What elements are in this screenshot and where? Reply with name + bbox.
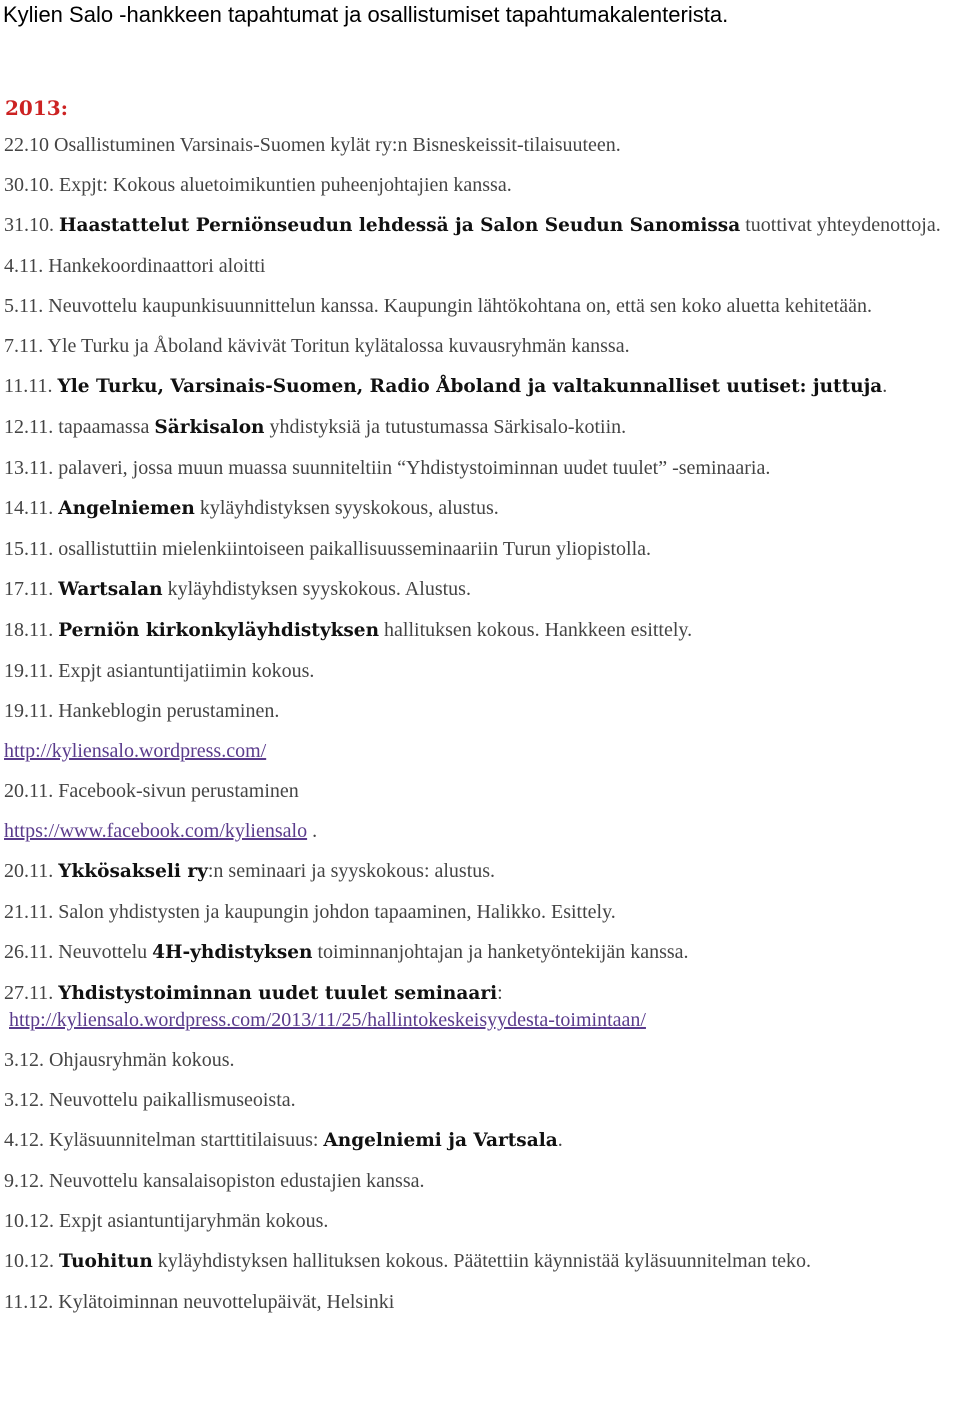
event-text: Hankeblogin perustaminen. (53, 700, 280, 722)
event-text: Hankekoordinaattori aloitti (43, 255, 266, 277)
event-entry (4, 980, 960, 1007)
event-text: Kylätoiminnan neuvottelupäivät, Helsinki (53, 1291, 395, 1313)
event-date: 19.11. (4, 700, 54, 722)
event-date: 26.11. (4, 941, 54, 963)
event-date: 3.12. (4, 1049, 44, 1071)
event-text: palaveri, jossa muun muassa suunniteltiin “Yhdistystoiminnan uudet tuulet” -seminaaria. (53, 457, 771, 479)
event-entry (4, 1248, 960, 1275)
event-entry (4, 333, 960, 359)
event-text: Neuvottelu kaupunkisuunnittelun kanssa. Kaupungin lähtökohtana on, että sen koko aluetta kehitetään. (43, 295, 872, 317)
event-entry (4, 576, 960, 603)
event-highlight: Angelniemi ja Vartsala (323, 1130, 558, 1151)
event-entry (4, 373, 960, 400)
event-entry (4, 899, 960, 925)
event-date: 11.12. (4, 1291, 54, 1313)
event-date: 9.12. (4, 1170, 44, 1192)
event-highlight: Särkisalon (154, 417, 265, 438)
event-text: Facebook-sivun perustaminen (53, 780, 299, 802)
seminar-link-line (4, 1007, 960, 1033)
facebook-link-line (4, 818, 960, 844)
event-date: 20.11. (4, 860, 54, 882)
event-text: : (497, 982, 503, 1004)
event-date: 4.12. (4, 1129, 44, 1151)
event-text: Kyläsuunnitelman starttitilaisuus: (44, 1129, 324, 1151)
event-entry (4, 172, 960, 198)
event-text-pre: tapaamassa (53, 416, 155, 438)
event-date: 10.12. (4, 1210, 54, 1232)
event-date: 30.10. (4, 174, 54, 196)
event-text: Expjt asiantuntijatiimin kokous. (53, 660, 315, 682)
seminar-link[interactable]: http://kyliensalo.wordpress.com/2013/11/25/hallintokeskeisyydesta-toimintaan/ (9, 1009, 646, 1031)
event-date: 3.12. (4, 1089, 44, 1111)
event-highlight: Perniön kirkonkyläyhdistyksen (58, 620, 380, 641)
event-text: kyläyhdistyksen hallituksen kokous. Päätettiin käynnistää kyläsuunnitelman teko. (152, 1250, 812, 1272)
event-text: Neuvottelu kansalaisopiston edustajien kanssa. (44, 1170, 425, 1192)
event-entry (4, 658, 960, 684)
event-date: 7.11. (4, 335, 44, 357)
event-date: 5.11. (4, 295, 44, 317)
event-entry (4, 1208, 960, 1234)
event-entry (4, 293, 960, 319)
event-text: Neuvottelu paikallismuseoista. (44, 1089, 296, 1111)
event-entry (4, 858, 960, 885)
blog-link[interactable]: http://kyliensalo.wordpress.com/ (4, 740, 267, 762)
event-entry (4, 1289, 960, 1315)
event-date: 27.11. (4, 982, 54, 1004)
facebook-link-suffix: . (307, 820, 318, 842)
event-entry (4, 1168, 960, 1194)
event-date: 19.11. (4, 660, 54, 682)
event-date: 12.11. (4, 416, 54, 438)
event-entry (4, 495, 960, 522)
event-entry (4, 617, 960, 644)
event-text: kyläyhdistyksen syyskokous. Alustus. (162, 578, 471, 600)
event-entry (4, 132, 960, 158)
year-heading: 2013: (5, 96, 69, 120)
event-entry (4, 212, 960, 239)
event-date: 13.11. (4, 457, 54, 479)
event-text: Expjt: Kokous aluetoimikuntien puheenjohtajien kanssa. (54, 174, 512, 196)
event-highlight: Yle Turku, Varsinais-Suomen, Radio Åboland ja valtakunnalliset uutiset: juttuja (57, 376, 883, 397)
event-date: 17.11. (4, 578, 54, 600)
event-text: Ohjausryhmän kokous. (44, 1049, 235, 1071)
event-date: 11.11. (4, 375, 53, 397)
event-date: 22.10 (4, 134, 49, 156)
event-highlight: Wartsalan (58, 579, 163, 600)
event-date: 4.11. (4, 255, 44, 277)
event-date: 15.11. (4, 538, 54, 560)
event-highlight: Angelniemen (58, 498, 195, 519)
event-date: 20.11. (4, 780, 54, 802)
event-text-post: . (557, 1129, 563, 1151)
event-text: . (882, 375, 888, 397)
event-entry (4, 253, 960, 279)
event-text-pre: Neuvottelu (53, 941, 153, 963)
document-title: Kylien Salo -hankkeen tapahtumat ja osallistumiset tapahtumakalenterista. (3, 2, 729, 27)
event-list (4, 132, 960, 1329)
event-highlight: Ykkösakseli ry (58, 861, 208, 882)
event-text: Salon yhdistysten ja kaupungin johdon tapaaminen, Halikko. Esittely. (53, 901, 616, 923)
event-text: Osallistuminen Varsinais-Suomen kylät ry:n Bisneskeissit-tilaisuuteen. (49, 134, 621, 156)
event-date: 10.12. (4, 1250, 54, 1272)
event-entry (4, 698, 960, 724)
event-highlight: Tuohitun (59, 1251, 153, 1272)
event-text: :n seminaari ja syyskokous: alustus. (207, 860, 496, 882)
event-text: Yle Turku ja Åboland kävivät Toritun kylätalossa kuvausryhmän kanssa. (43, 335, 630, 357)
facebook-link[interactable]: https://www.facebook.com/kyliensalo (4, 820, 308, 842)
event-date: 18.11. (4, 619, 54, 641)
event-date: 21.11. (4, 901, 54, 923)
event-text: yhdistyksiä ja tutustumassa Särkisalo-kotiin. (264, 416, 627, 438)
event-date: 31.10. (4, 214, 54, 236)
event-entry (4, 939, 960, 966)
event-entry (4, 414, 960, 441)
event-text: hallituksen kokous. Hankkeen esittely. (379, 619, 693, 641)
event-highlight: 4H-yhdistyksen (152, 942, 313, 963)
blog-link-line (4, 738, 960, 764)
event-entry (4, 536, 960, 562)
event-text: kyläyhdistyksen syyskokous, alustus. (194, 497, 499, 519)
event-text: osallistuttiin mielenkiintoiseen paikallisuusseminaariin Turun yliopistolla. (53, 538, 652, 560)
event-date: 14.11. (4, 497, 54, 519)
event-entry (4, 1047, 960, 1073)
event-text: toiminnanjohtajan ja hanketyöntekijän kanssa. (312, 941, 689, 963)
event-entry (4, 1127, 960, 1154)
event-text: tuottivat yhteydenottoja. (740, 214, 941, 236)
event-highlight: Haastattelut Perniönseudun lehdessä ja Salon Seudun Sanomissa (59, 215, 741, 236)
event-entry (4, 778, 960, 804)
event-entry (4, 1087, 960, 1113)
event-text: Expjt asiantuntijaryhmän kokous. (54, 1210, 329, 1232)
event-entry (4, 455, 960, 481)
event-highlight: Yhdistystoiminnan uudet tuulet seminaari (58, 983, 498, 1004)
